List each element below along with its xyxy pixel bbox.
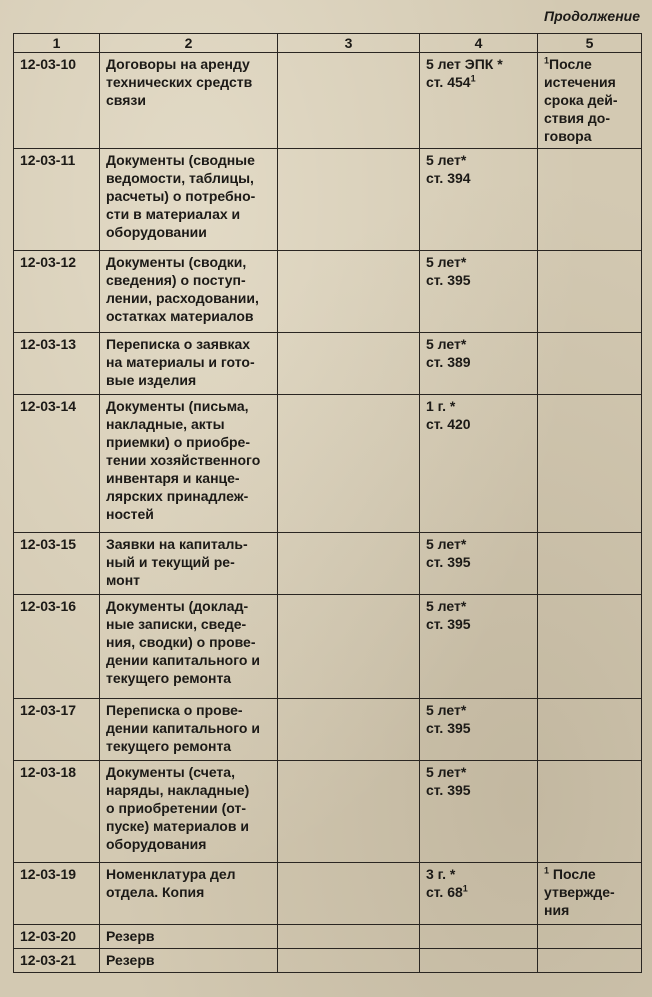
- record-note: [538, 863, 642, 925]
- record-code: 12-03-17: [14, 699, 100, 761]
- retention-term: [420, 949, 538, 973]
- table-row: [14, 333, 642, 395]
- record-column-3: [278, 395, 420, 533]
- continuation-label: Продолжение: [544, 8, 640, 24]
- record-column-3: [278, 53, 420, 149]
- table-row: [14, 533, 642, 595]
- record-description: Резерв: [100, 949, 278, 973]
- record-note: [538, 395, 642, 533]
- retention-term-text: 5 лет ЭПК * ст. 454: [426, 56, 503, 90]
- record-description: Резерв: [100, 925, 278, 949]
- retention-term-text: 1 г. * ст. 420: [426, 398, 471, 432]
- record-column-3: [278, 925, 420, 949]
- record-note: [538, 149, 642, 251]
- record-column-3: [278, 863, 420, 925]
- table-row: [14, 863, 642, 925]
- footnote-marker: 1: [462, 883, 468, 894]
- table-row: [14, 699, 642, 761]
- retention-term-text: 5 лет* ст. 395: [426, 764, 471, 798]
- retention-term-text: 5 лет* ст. 389: [426, 336, 471, 370]
- record-code: 12-03-19: [14, 863, 100, 925]
- footnote-marker: 1: [544, 55, 550, 66]
- record-note-text: После истечения срока дей- ствия до- говора: [544, 56, 618, 144]
- retention-term-text: 5 лет* ст. 395: [426, 702, 471, 736]
- footnote-marker: 1: [544, 865, 550, 876]
- table-row: [14, 395, 642, 533]
- footnote-marker: 1: [470, 73, 476, 84]
- retention-term-text: 5 лет* ст. 395: [426, 598, 471, 632]
- record-note: [538, 251, 642, 333]
- retention-term: [420, 595, 538, 699]
- record-description: Документы (письма, накладные, акты приемки) о приобре- тении хозяйственного инвентаря и канце- лярских принадлеж- ностей: [100, 395, 278, 533]
- table-row: [14, 761, 642, 863]
- retention-term: [420, 149, 538, 251]
- record-description: Документы (сводные ведомости, таблицы, расчеты) о потребно- сти в материалах и оборудовании: [100, 149, 278, 251]
- record-description: Номенклатура дел отдела. Копия: [100, 863, 278, 925]
- record-description: Документы (счета, наряды, накладные) о приобретении (от- пуске) материалов и оборудования: [100, 761, 278, 863]
- record-code: 12-03-11: [14, 149, 100, 251]
- record-description: Переписка о прове- дении капитального и текущего ремонта: [100, 699, 278, 761]
- record-column-3: [278, 595, 420, 699]
- retention-term-text: 5 лет* ст. 394: [426, 152, 471, 186]
- record-column-3: [278, 761, 420, 863]
- retention-term: [420, 533, 538, 595]
- record-code: 12-03-16: [14, 595, 100, 699]
- record-code: 12-03-13: [14, 333, 100, 395]
- records-table: [13, 33, 642, 973]
- record-column-3: [278, 699, 420, 761]
- table-row: [14, 149, 642, 251]
- record-code: 12-03-21: [14, 949, 100, 973]
- record-note: [538, 333, 642, 395]
- record-description: Документы (сводки, сведения) о поступ- лении, расходовании, остатках материалов: [100, 251, 278, 333]
- record-note-text: После утвержде- ния: [544, 866, 615, 918]
- retention-term: [420, 395, 538, 533]
- retention-term: [420, 53, 538, 149]
- record-description: Документы (доклад- ные записки, сведе- ния, сводки) о прове- дении капитального и текущего ремонта: [100, 595, 278, 699]
- column-header-2: 2: [100, 34, 278, 53]
- retention-term: [420, 761, 538, 863]
- record-code: 12-03-14: [14, 395, 100, 533]
- table-row: [14, 925, 642, 949]
- record-note: [538, 533, 642, 595]
- record-note: [538, 595, 642, 699]
- column-number-row: [14, 34, 642, 53]
- retention-term: [420, 699, 538, 761]
- retention-term-text: 5 лет* ст. 395: [426, 536, 471, 570]
- record-note: [538, 949, 642, 973]
- column-header-3: 3: [278, 34, 420, 53]
- record-description: Заявки на капиталь- ный и текущий ре- монт: [100, 533, 278, 595]
- table-row: [14, 949, 642, 973]
- record-column-3: [278, 949, 420, 973]
- record-column-3: [278, 333, 420, 395]
- record-column-3: [278, 149, 420, 251]
- retention-term: [420, 251, 538, 333]
- retention-term: [420, 863, 538, 925]
- record-column-3: [278, 251, 420, 333]
- table-row: [14, 251, 642, 333]
- retention-term-text: 5 лет* ст. 395: [426, 254, 471, 288]
- record-note: [538, 761, 642, 863]
- record-code: 12-03-12: [14, 251, 100, 333]
- record-code: 12-03-20: [14, 925, 100, 949]
- record-code: 12-03-10: [14, 53, 100, 149]
- record-column-3: [278, 533, 420, 595]
- retention-term: [420, 333, 538, 395]
- retention-term: [420, 925, 538, 949]
- record-code: 12-03-15: [14, 533, 100, 595]
- table-row: [14, 53, 642, 149]
- record-note: [538, 925, 642, 949]
- column-header-5: 5: [538, 34, 642, 53]
- table-body: [14, 53, 642, 973]
- table-row: [14, 595, 642, 699]
- record-description: Переписка о заявках на материалы и гото- вые изделия: [100, 333, 278, 395]
- record-code: 12-03-18: [14, 761, 100, 863]
- record-note: [538, 53, 642, 149]
- retention-term-text: 3 г. * ст. 68: [426, 866, 463, 900]
- column-header-4: 4: [420, 34, 538, 53]
- record-description: Договоры на аренду технических средств связи: [100, 53, 278, 149]
- record-note: [538, 699, 642, 761]
- column-header-1: 1: [14, 34, 100, 53]
